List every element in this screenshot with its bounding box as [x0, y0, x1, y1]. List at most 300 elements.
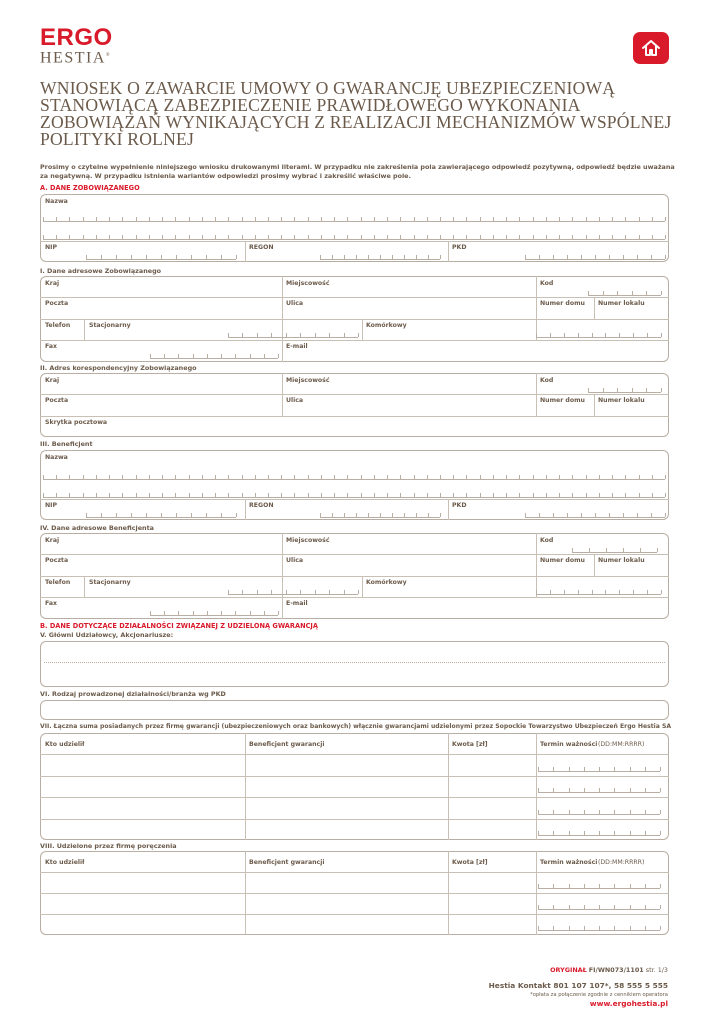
tick-mark	[150, 354, 151, 358]
label-numer-lokalu: Numer lokalu	[598, 397, 645, 404]
komorkowy-field[interactable]	[536, 333, 661, 338]
tick-mark	[586, 493, 587, 497]
tick-mark	[146, 255, 147, 259]
divider	[40, 241, 669, 242]
tick-mark	[149, 217, 150, 221]
tick-mark	[400, 217, 401, 221]
tick-mark	[519, 475, 520, 479]
header-kto: Kto udzielił	[45, 741, 85, 748]
tick-mark	[56, 235, 57, 239]
tick-mark	[645, 767, 646, 771]
tick-mark	[660, 831, 661, 835]
tick-mark	[614, 788, 615, 792]
logo-hestia-text: HESTIA	[40, 49, 106, 67]
tick-mark	[630, 884, 631, 888]
tick-mark	[264, 611, 265, 615]
label-poczta: Poczta	[45, 300, 69, 307]
label-stacjonarny: Stacjonarny	[89, 322, 131, 329]
tick-mark	[652, 235, 653, 239]
table-row	[40, 797, 669, 798]
tick-mark	[645, 884, 646, 888]
tick-mark	[623, 513, 624, 517]
beneficjent-box[interactable]	[40, 450, 669, 520]
tick-mark	[202, 493, 203, 497]
intro-text: Prosimy o czytelne wypełnienie niniejszego wniosku drukowanymi literami. W przypadku nie zakreślenia pola zawierającego odpowiedź pozytywną, odpowiedź będzie uważana za negatywną. W przypadku istnienia wariantów odpowiedzi prosimy wybrać i zakreślić właściwe pole.	[40, 163, 675, 180]
stacjonarny-field[interactable]	[228, 333, 358, 338]
tick-mark	[374, 493, 375, 497]
tick-mark	[599, 767, 600, 771]
divider	[594, 554, 595, 576]
tick-mark	[109, 217, 110, 221]
tick-mark	[466, 235, 467, 239]
tick-mark	[559, 493, 560, 497]
tick-mark	[550, 590, 551, 594]
tick-mark	[533, 493, 534, 497]
tick-mark	[315, 590, 316, 594]
tick-mark	[538, 831, 539, 835]
tick-mark	[236, 513, 237, 517]
tick-mark	[427, 217, 428, 221]
tick-mark	[609, 513, 610, 517]
tick-mark	[414, 475, 415, 479]
tick-mark	[606, 548, 607, 552]
tick-mark	[193, 354, 194, 358]
benef-title: III. Beneficjent	[40, 440, 93, 448]
tick-mark	[321, 217, 322, 221]
footer-www[interactable]: www.ergohestia.pl	[589, 999, 668, 1008]
label-telefon: Telefon	[45, 322, 71, 329]
tick-mark	[344, 255, 345, 259]
tick-mark	[586, 217, 587, 221]
tick-mark	[131, 255, 132, 259]
tick-mark	[83, 235, 84, 239]
tick-mark	[493, 475, 494, 479]
tick-mark	[599, 475, 600, 479]
tick-mark	[569, 905, 570, 909]
tick-mark	[572, 217, 573, 221]
tick-mark	[320, 255, 321, 259]
tick-mark	[592, 590, 593, 594]
tick-mark	[300, 590, 301, 594]
tick-mark	[264, 354, 265, 358]
hestia-logo	[40, 48, 111, 66]
tick-mark	[538, 884, 539, 888]
divider	[40, 416, 669, 417]
label-fax: Fax	[45, 600, 58, 607]
tick-mark	[440, 217, 441, 221]
nip-field[interactable]	[86, 255, 236, 260]
tick-mark	[599, 884, 600, 888]
tick-mark	[652, 217, 653, 221]
tick-mark	[361, 475, 362, 479]
tick-mark	[334, 493, 335, 497]
divider	[84, 319, 85, 340]
tick-mark	[56, 475, 57, 479]
pkd-field[interactable]	[525, 513, 665, 518]
tick-mark	[161, 513, 162, 517]
tick-mark	[506, 235, 507, 239]
kod-field[interactable]	[588, 388, 661, 393]
tick-mark	[569, 831, 570, 835]
home-button[interactable]	[633, 32, 669, 64]
tick-mark	[564, 333, 565, 337]
tick-mark	[493, 493, 494, 497]
label-ulica: Ulica	[286, 397, 304, 404]
tick-mark	[665, 493, 666, 497]
tick-mark	[228, 235, 229, 239]
tick-mark	[645, 810, 646, 814]
tick-mark	[86, 255, 87, 259]
table-row	[40, 819, 669, 820]
tick-mark	[215, 475, 216, 479]
tick-mark	[189, 217, 190, 221]
tick-mark	[374, 217, 375, 221]
tick-mark	[605, 590, 606, 594]
tick-mark	[647, 590, 648, 594]
fax-field[interactable]	[150, 611, 278, 616]
tick-mark	[506, 475, 507, 479]
tick-mark	[632, 388, 633, 392]
tick-mark	[657, 548, 658, 552]
footer-page: str. 1/3	[645, 966, 668, 974]
tick-mark	[43, 493, 44, 497]
divider	[282, 340, 283, 362]
tick-mark	[637, 255, 638, 259]
tick-mark	[569, 767, 570, 771]
tick-mark	[281, 493, 282, 497]
benef-nazwa-line-2[interactable]	[43, 493, 665, 498]
label-miejscowosc: Miejscowość	[286, 537, 330, 544]
termin-field[interactable]	[538, 767, 660, 772]
tick-mark	[136, 235, 137, 239]
tick-mark	[612, 475, 613, 479]
nazwa-line-2[interactable]	[43, 235, 665, 240]
tick-mark	[630, 810, 631, 814]
label-pkd: PKD	[452, 502, 467, 509]
tick-mark	[116, 255, 117, 259]
tick-mark	[242, 493, 243, 497]
tick-mark	[368, 255, 369, 259]
nazwa-line-1[interactable]	[43, 217, 665, 222]
tick-mark	[122, 235, 123, 239]
tick-mark	[569, 884, 570, 888]
tick-mark	[255, 217, 256, 221]
label-kraj: Kraj	[45, 377, 60, 384]
tick-mark	[595, 513, 596, 517]
tick-mark	[493, 217, 494, 221]
tick-mark	[519, 217, 520, 221]
tick-mark	[109, 493, 110, 497]
table-row	[40, 914, 669, 915]
divider	[448, 241, 449, 262]
tick-mark	[43, 475, 44, 479]
header-kwota: Kwota [zł]	[452, 859, 488, 866]
tick-mark	[69, 217, 70, 221]
tick-mark	[453, 217, 454, 221]
tick-mark	[599, 235, 600, 239]
tick-mark	[453, 493, 454, 497]
tick-mark	[347, 493, 348, 497]
tick-mark	[584, 831, 585, 835]
tick-mark	[538, 905, 539, 909]
label-nazwa: Nazwa	[45, 454, 68, 461]
label-numer-lokalu: Numer lokalu	[598, 557, 645, 564]
tick-mark	[109, 475, 110, 479]
nip-field[interactable]	[86, 513, 236, 518]
zobowiazany-box[interactable]	[40, 194, 669, 262]
tick-mark	[321, 475, 322, 479]
fax-field[interactable]	[150, 354, 278, 359]
page-title: WNIOSEK O ZAWARCIE UMOWY O GWARANCJĘ UBEZPIECZENIOWĄ STANOWIĄCĄ ZABEZPIECZENIE PRAWIDŁOWEGO WYKONANIA ZOBOWIĄZAŃ WYNIKAJĄCYCH Z REALIZACJI MECHANIZMÓW WSPÓLNEJ POLITYKI ROLNEJ	[40, 78, 672, 149]
tick-mark	[546, 217, 547, 221]
tick-mark	[480, 235, 481, 239]
tick-mark	[122, 493, 123, 497]
tick-mark	[645, 905, 646, 909]
tick-mark	[400, 235, 401, 239]
kod-field[interactable]	[572, 548, 657, 553]
tick-mark	[86, 513, 87, 517]
tick-mark	[546, 235, 547, 239]
tick-mark	[586, 235, 587, 239]
tick-mark	[661, 388, 662, 392]
logo-reg-mark: ®	[105, 53, 112, 58]
tick-mark	[344, 513, 345, 517]
regon-field[interactable]	[320, 513, 440, 518]
tick-mark	[578, 333, 579, 337]
tick-mark	[440, 235, 441, 239]
tick-mark	[368, 513, 369, 517]
tick-mark	[480, 217, 481, 221]
tick-mark	[329, 333, 330, 337]
termin-field[interactable]	[538, 810, 660, 815]
tick-mark	[332, 513, 333, 517]
regon-field[interactable]	[320, 255, 440, 260]
label-nip: NIP	[45, 244, 58, 251]
tick-mark	[228, 590, 229, 594]
dotted-line	[44, 662, 665, 663]
tick-mark	[525, 255, 526, 259]
tick-mark	[242, 475, 243, 479]
tick-mark	[202, 217, 203, 221]
tick-mark	[619, 333, 620, 337]
tick-mark	[315, 333, 316, 337]
tick-mark	[614, 905, 615, 909]
divider	[448, 499, 449, 520]
label-kod: Kod	[540, 377, 554, 384]
label-pkd: PKD	[452, 244, 467, 251]
tick-mark	[83, 217, 84, 221]
tick-mark	[320, 513, 321, 517]
tick-mark	[69, 493, 70, 497]
tick-mark	[645, 788, 646, 792]
tick-mark	[175, 235, 176, 239]
tick-mark	[623, 548, 624, 552]
tick-mark	[176, 255, 177, 259]
tick-mark	[553, 810, 554, 814]
tick-mark	[480, 493, 481, 497]
tick-mark	[242, 235, 243, 239]
tick-mark	[623, 255, 624, 259]
tick-mark	[599, 788, 600, 792]
label-email: E-mail	[286, 600, 308, 607]
tick-mark	[162, 217, 163, 221]
tick-mark	[630, 926, 631, 930]
tick-mark	[178, 611, 179, 615]
tick-mark	[236, 255, 237, 259]
table-row	[40, 754, 669, 755]
tick-mark	[294, 235, 295, 239]
tick-mark	[221, 255, 222, 259]
tick-mark	[278, 354, 279, 358]
logo-ergo-text: ERGO	[40, 24, 113, 51]
tick-mark	[255, 475, 256, 479]
komorkowy-field[interactable]	[536, 590, 661, 595]
tick-mark	[361, 217, 362, 221]
divider	[448, 733, 449, 840]
header-termin-format: (DD:MM:RRRR)	[598, 859, 645, 866]
tick-mark	[374, 235, 375, 239]
tick-mark	[416, 255, 417, 259]
tick-mark	[175, 217, 176, 221]
tick-mark	[215, 235, 216, 239]
label-regon: REGON	[249, 244, 274, 251]
tick-mark	[625, 217, 626, 221]
tick-mark	[96, 475, 97, 479]
tick-mark	[392, 513, 393, 517]
tick-mark	[559, 235, 560, 239]
tick-mark	[584, 788, 585, 792]
label-komorkowy: Komórkowy	[366, 579, 407, 586]
tick-mark	[519, 235, 520, 239]
tick-mark	[329, 590, 330, 594]
tick-mark	[404, 255, 405, 259]
tick-mark	[550, 333, 551, 337]
tick-mark	[660, 767, 661, 771]
termin-field[interactable]	[538, 884, 660, 889]
tick-mark	[661, 333, 662, 337]
divider	[536, 276, 537, 340]
label-kod: Kod	[540, 280, 554, 287]
divider	[594, 297, 595, 319]
gwarancje-table[interactable]	[40, 733, 669, 840]
tick-mark	[553, 831, 554, 835]
tick-mark	[308, 235, 309, 239]
tick-mark	[630, 905, 631, 909]
tick-mark	[206, 513, 207, 517]
tick-mark	[332, 255, 333, 259]
tick-mark	[630, 767, 631, 771]
tick-mark	[660, 926, 661, 930]
tick-mark	[221, 611, 222, 615]
tick-mark	[257, 333, 258, 337]
footer-form-id	[550, 966, 668, 974]
tick-mark	[242, 590, 243, 594]
tick-mark	[202, 475, 203, 479]
tick-mark	[493, 235, 494, 239]
divider	[40, 499, 669, 500]
tick-mark	[645, 831, 646, 835]
tick-mark	[617, 291, 618, 295]
label-nip: NIP	[45, 502, 58, 509]
tick-mark	[404, 513, 405, 517]
tick-mark	[131, 513, 132, 517]
tick-mark	[427, 493, 428, 497]
tick-mark	[581, 255, 582, 259]
tick-mark	[286, 333, 287, 337]
benef-nazwa-line-1[interactable]	[43, 475, 665, 480]
tick-mark	[603, 388, 604, 392]
tick-mark	[414, 493, 415, 497]
tick-mark	[286, 590, 287, 594]
tick-mark	[308, 217, 309, 221]
tick-mark	[428, 513, 429, 517]
tick-mark	[358, 590, 359, 594]
tick-mark	[414, 217, 415, 221]
tick-mark	[661, 590, 662, 594]
footer-form-code: FI/WN073/1101	[588, 966, 644, 974]
tick-mark	[387, 475, 388, 479]
tick-mark	[96, 235, 97, 239]
tick-mark	[175, 475, 176, 479]
tick-mark	[43, 217, 44, 221]
tick-mark	[633, 590, 634, 594]
tick-mark	[506, 493, 507, 497]
stacjonarny-field[interactable]	[228, 590, 358, 595]
kod-field[interactable]	[588, 291, 661, 296]
tick-mark	[300, 333, 301, 337]
tick-mark	[56, 217, 57, 221]
termin-field[interactable]	[538, 926, 660, 931]
tick-mark	[268, 475, 269, 479]
vi-title: VI. Rodzaj prowadzonej działalności/branża wg PKD	[40, 690, 226, 698]
tick-mark	[651, 513, 652, 517]
tick-mark	[584, 926, 585, 930]
tick-mark	[660, 810, 661, 814]
tick-mark	[595, 255, 596, 259]
tick-mark	[553, 926, 554, 930]
tick-mark	[546, 475, 547, 479]
pkd-field[interactable]	[525, 255, 665, 260]
v-title: V. Główni Udziałowcy, Akcjonariusze:	[40, 631, 174, 639]
tick-mark	[665, 217, 666, 221]
tick-mark	[164, 611, 165, 615]
tick-mark	[347, 217, 348, 221]
tick-mark	[189, 493, 190, 497]
tick-mark	[440, 255, 441, 259]
header-termin: Termin ważności	[540, 741, 598, 748]
tick-mark	[553, 767, 554, 771]
tick-mark	[440, 475, 441, 479]
tick-mark	[661, 291, 662, 295]
addr2-box[interactable]	[40, 373, 669, 437]
tick-mark	[584, 810, 585, 814]
tick-mark	[440, 513, 441, 517]
termin-field[interactable]	[538, 788, 660, 793]
label-ulica: Ulica	[286, 300, 304, 307]
tick-mark	[221, 513, 222, 517]
tick-mark	[592, 333, 593, 337]
label-stacjonarny: Stacjonarny	[89, 579, 131, 586]
tick-mark	[228, 475, 229, 479]
tick-mark	[96, 493, 97, 497]
udzialowcy-box[interactable]	[40, 641, 669, 687]
tick-mark	[569, 788, 570, 792]
pkd-activity-box[interactable]	[40, 700, 669, 720]
tick-mark	[101, 255, 102, 259]
termin-field[interactable]	[538, 905, 660, 910]
tick-mark	[116, 513, 117, 517]
termin-field[interactable]	[538, 831, 660, 836]
